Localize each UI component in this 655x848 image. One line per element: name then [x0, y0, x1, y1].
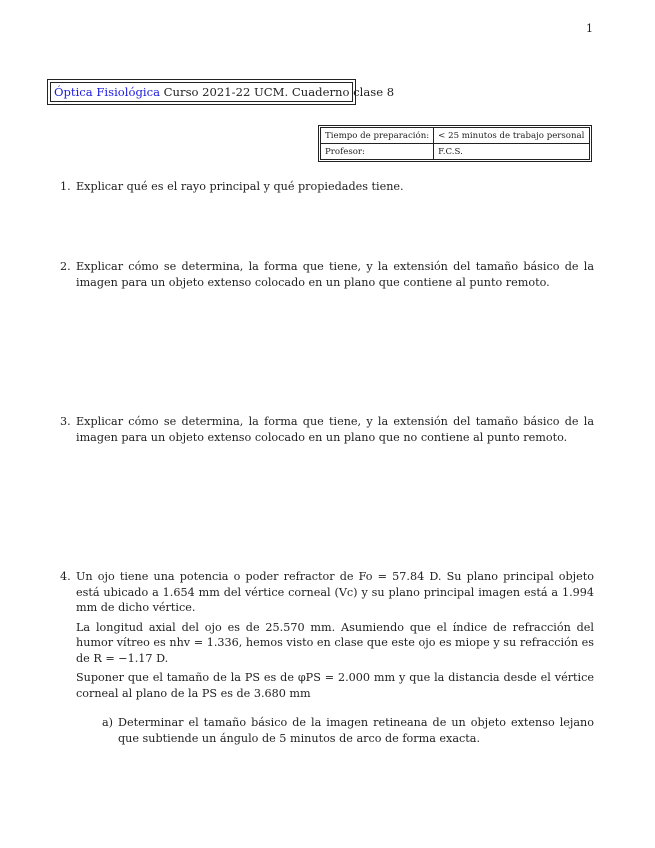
subquestion-label: a) [102, 716, 114, 729]
question-paragraph: La longitud axial del ojo es de 25.570 mm. Asumiendo que el índice de refracción del humor vítreo es nhv = 1.336, hemos visto en clase que este ojo es miope y su refracción es de R = −1.17 D. [76, 620, 594, 665]
title-rest: Curso 2021-22 UCM. Cuaderno clase 8 [160, 85, 395, 99]
prof-value: F.C.S. [434, 144, 590, 160]
prep-label: Tiempo de preparación: [321, 128, 434, 144]
page-number: 1 [586, 22, 593, 35]
prof-label: Profesor: [321, 144, 434, 160]
question-2 [60, 259, 594, 290]
question-text: Explicar cómo se determina, la forma que tiene, y la extensión del tamaño básico de la imagen para un objeto extenso colocado en un plano que contiene al punto remoto. [76, 260, 594, 289]
question-text: Explicar qué es el rayo principal y qué propiedades tiene. [76, 180, 404, 193]
prep-value: < 25 minutos de trabajo personal [434, 128, 590, 144]
question-number: 1. [60, 180, 71, 193]
info-table [318, 125, 592, 162]
question-paragraph: Un ojo tiene una potencia o poder refractor de Fo = 57.84 D. Su plano principal objeto está ubicado a 1.654 mm del vértice corneal (Vc) y su plano principal imagen está a 1.994 mm de dicho vértice. [76, 570, 594, 614]
course-link[interactable]: Óptica Fisiológica [54, 85, 160, 99]
table-row [321, 144, 590, 160]
page-title [50, 82, 395, 102]
question-number: 4. [60, 570, 71, 583]
title-box [47, 79, 395, 105]
question-3 [60, 414, 594, 445]
question-4 [60, 569, 594, 746]
subquestion-a [102, 715, 594, 746]
question-number: 2. [60, 260, 71, 273]
subquestion-text: Determinar el tamaño básico de la imagen retineana de un objeto extenso lejano que subtiende un ángulo de 5 minutos de arco de forma exacta. [118, 716, 594, 745]
table-row [321, 128, 590, 144]
question-number: 3. [60, 415, 71, 428]
question-paragraph: Suponer que el tamaño de la PS es de φPS = 2.000 mm y que la distancia desde el vértice corneal al plano de la PS es de 3.680 mm [76, 671, 594, 700]
question-1 [60, 179, 594, 195]
question-text: Explicar cómo se determina, la forma que tiene, y la extensión del tamaño básico de la imagen para un objeto extenso colocado en un plano que no contiene al punto remoto. [76, 415, 594, 444]
